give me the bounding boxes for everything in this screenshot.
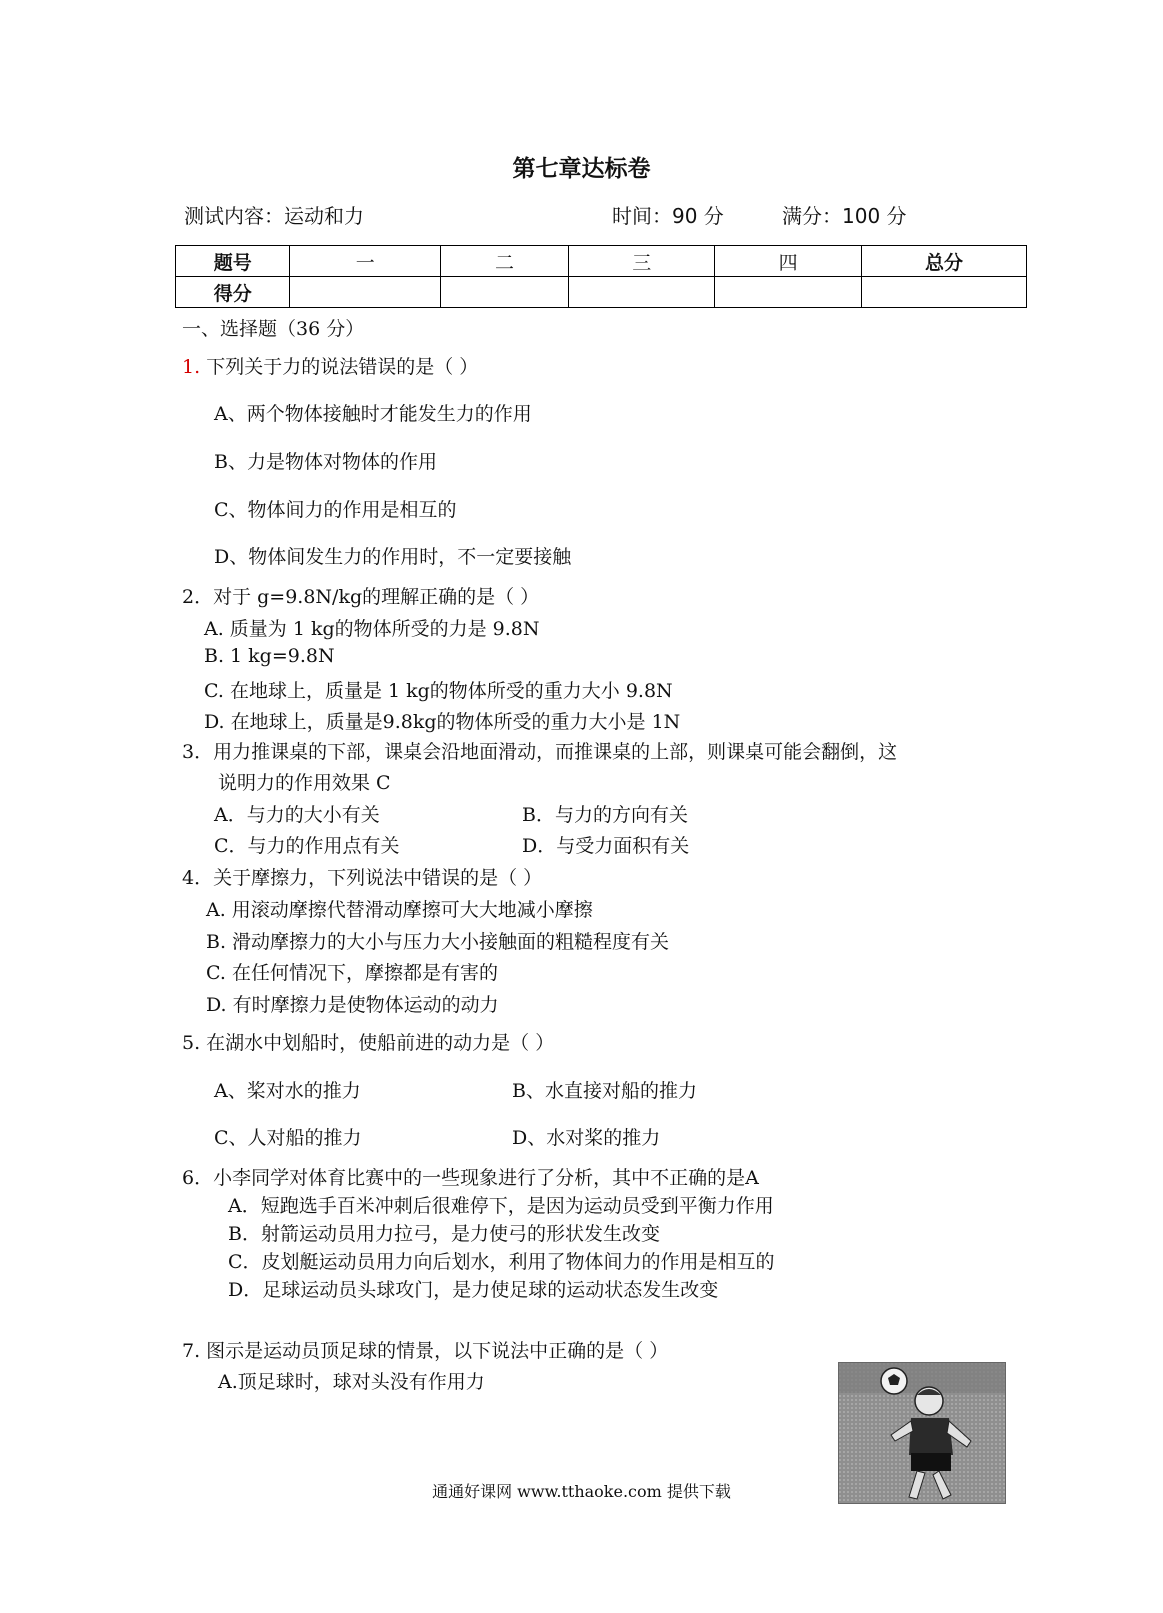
option: C. 在任何情况下，摩擦都是有害的	[206, 962, 498, 984]
option: A．与力的大小有关	[214, 804, 380, 826]
question-2-stem: 2．对于 g=9.8N/kg的理解正确的是（ ）	[182, 586, 540, 608]
option: C．与力的作用点有关	[214, 835, 400, 857]
option: B．与力的方向有关	[522, 804, 688, 826]
option: A. 质量为 1 kg的物体所受的力是 9.8N	[204, 618, 540, 640]
score-cell[interactable]	[568, 277, 714, 308]
question-3-stem-cont: 说明力的作用效果 C	[218, 772, 391, 794]
option: C．皮划艇运动员用力向后划水，利用了物体间力的作用是相互的	[228, 1251, 775, 1273]
question-7-stem: 7. 图示是运动员顶足球的情景，以下说法中正确的是（ ）	[182, 1340, 669, 1362]
score-table-score-row	[176, 277, 1027, 308]
footer-credit: 通通好课网 www.tthaoke.com 提供下载	[432, 1482, 731, 1501]
option: A. 用滚动摩擦代替滑动摩擦可大大地减小摩擦	[206, 899, 593, 921]
test-time: 时间：90 分	[612, 204, 724, 228]
score-cell[interactable]	[441, 277, 569, 308]
option: C、人对船的推力	[214, 1127, 362, 1149]
option: C、物体间力的作用是相互的	[214, 499, 457, 521]
score-table-header-row	[176, 246, 1027, 277]
header-cell: 四	[715, 246, 861, 277]
header-cell: 一	[290, 246, 441, 277]
header-cell: 三	[568, 246, 714, 277]
option: D、水对桨的推力	[512, 1127, 661, 1149]
question-stem: 下列关于力的说法错误的是（ ）	[206, 356, 479, 378]
option: A、桨对水的推力	[214, 1080, 361, 1102]
section-heading: 一、选择题（36 分）	[182, 318, 365, 340]
header-cell: 题号	[176, 246, 290, 277]
question-3-stem: 3．用力推课桌的下部，课桌会沿地面滑动，而推课桌的上部，则课桌可能会翻倒，这	[182, 741, 898, 763]
option: B. 1 kg=9.8N	[204, 645, 335, 667]
header-cell: 总分	[861, 246, 1026, 277]
option: A．短跑选手百米冲刺后很难停下，是因为运动员受到平衡力作用	[228, 1195, 774, 1217]
option: D．与受力面积有关	[522, 835, 690, 857]
option: C. 在地球上，质量是 1 kg的物体所受的重力大小 9.8N	[204, 680, 673, 702]
option: D、物体间发生力的作用时，不一定要接触	[214, 546, 572, 568]
question-1	[182, 352, 478, 379]
question-6-stem: 6．小李同学对体育比赛中的一些现象进行了分析，其中不正确的是A	[182, 1167, 759, 1189]
score-cell[interactable]	[715, 277, 861, 308]
option: A、两个物体接触时才能发生力的作用	[214, 403, 532, 425]
option: B. 滑动摩擦力的大小与压力大小接触面的粗糙程度有关	[206, 931, 670, 953]
score-cell[interactable]	[861, 277, 1026, 308]
option: B．射箭运动员用力拉弓，是力使弓的形状发生改变	[228, 1223, 660, 1245]
question-number: 1.	[182, 356, 201, 378]
option: A.顶足球时，球对头没有作用力	[218, 1371, 485, 1393]
option: B、水直接对船的推力	[512, 1080, 697, 1102]
score-table	[175, 245, 1027, 308]
option: D．足球运动员头球攻门，是力使足球的运动状态发生改变	[228, 1279, 719, 1301]
test-subject: 测试内容：运动和力	[184, 204, 364, 228]
option: B、力是物体对物体的作用	[214, 451, 437, 473]
header-cell: 二	[441, 246, 569, 277]
score-row-label: 得分	[176, 277, 290, 308]
score-cell[interactable]	[290, 277, 441, 308]
option: D. 在地球上，质量是9.8kg的物体所受的重力大小是 1N	[204, 711, 681, 733]
page-title: 第七章达标卷	[512, 156, 651, 182]
full-score: 满分：100 分	[782, 204, 907, 228]
option: D. 有时摩擦力是使物体运动的动力	[206, 994, 499, 1016]
question-4-stem: 4．关于摩擦力，下列说法中错误的是（ ）	[182, 867, 543, 889]
question-5-stem: 5. 在湖水中划船时，使船前进的动力是（ ）	[182, 1032, 555, 1054]
